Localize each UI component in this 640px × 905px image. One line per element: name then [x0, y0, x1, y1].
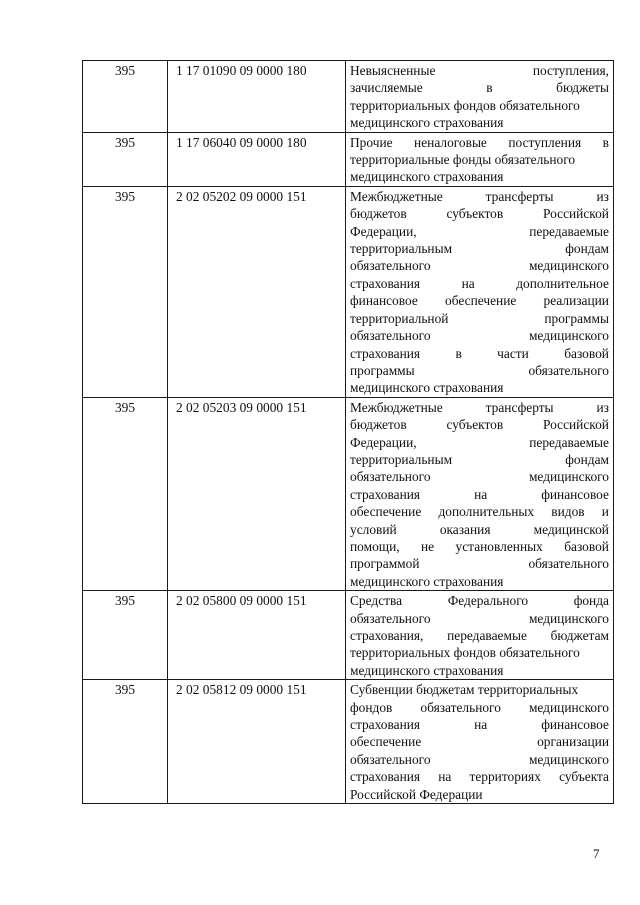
- name-line: [350, 786, 609, 803]
- name-line: [350, 416, 609, 433]
- name-word: передаваемые: [529, 223, 609, 239]
- name-word: из: [596, 188, 609, 204]
- budget-classification-code-cell: 2 02 05812 09 0000 151: [168, 680, 346, 804]
- name-line: [350, 699, 609, 716]
- name-word: программы: [544, 310, 609, 326]
- name-word: Российской: [542, 417, 609, 433]
- name-word: медицинского страхования: [350, 662, 504, 678]
- name-word: медицинского страхования: [350, 380, 504, 396]
- revenue-name-cell: [346, 61, 614, 133]
- name-line: [350, 468, 609, 485]
- name-word: передаваемые: [529, 434, 609, 450]
- name-line: [350, 555, 609, 572]
- name-word: территориальных фондов обязательного: [350, 645, 580, 661]
- name-line: [350, 662, 609, 679]
- name-word: бюджетов: [350, 417, 407, 433]
- name-word: Федерального: [447, 593, 529, 609]
- name-word: условий: [350, 521, 397, 537]
- name-word: медицинской: [533, 521, 609, 537]
- name-word: медицинского: [528, 258, 609, 274]
- admin-code-cell: 395: [83, 186, 168, 397]
- name-word: в: [455, 345, 462, 361]
- revenue-name-cell: [346, 132, 614, 186]
- name-word: медицинского: [528, 699, 609, 715]
- name-word: фондов: [350, 699, 393, 715]
- name-word: территориальным: [350, 241, 453, 257]
- name-line: [350, 79, 609, 96]
- name-line: [350, 134, 609, 151]
- name-line: [350, 379, 609, 396]
- name-word: медицинского: [528, 469, 609, 485]
- name-word: Межбюджетные: [350, 399, 443, 415]
- name-word: страхования: [350, 717, 421, 733]
- name-word: бюджетам: [550, 628, 609, 643]
- name-line: [350, 538, 609, 555]
- name-word: дополнительных: [438, 504, 535, 520]
- name-word: обеспечение: [350, 504, 422, 520]
- name-word: видов: [551, 504, 585, 520]
- name-line: [350, 205, 609, 222]
- name-word: программы: [350, 362, 415, 378]
- name-word: страхования: [350, 486, 421, 502]
- name-word: в: [486, 80, 493, 96]
- name-word: из: [596, 399, 609, 415]
- name-word: страхования: [350, 769, 421, 785]
- name-line: [350, 434, 609, 451]
- name-word: установленных: [455, 538, 543, 554]
- name-line: [350, 399, 609, 416]
- name-line: [350, 257, 609, 274]
- name-line: [350, 681, 609, 698]
- name-word: поступления: [508, 134, 582, 150]
- name-line: [350, 188, 609, 205]
- name-word: территориальным: [350, 451, 453, 467]
- admin-code-cell: 395: [83, 680, 168, 804]
- name-line: [350, 362, 609, 379]
- name-word: Средства: [350, 593, 403, 609]
- name-line: [350, 768, 609, 785]
- name-word: дополнительное: [516, 275, 609, 291]
- name-word: неналоговые: [414, 134, 487, 150]
- budget-codes-table: [82, 60, 614, 804]
- name-word: зачисляемые: [350, 80, 423, 96]
- name-word: субъектов: [446, 417, 504, 433]
- name-word: страхования: [350, 345, 421, 361]
- name-word: медицинского страхования: [350, 169, 504, 185]
- admin-code-cell: 395: [83, 132, 168, 186]
- name-word: бюджетов: [350, 206, 407, 222]
- name-line: [350, 223, 609, 240]
- name-line: [350, 503, 609, 520]
- name-word: территориальной: [350, 310, 449, 326]
- budget-classification-code-cell: 1 17 01090 09 0000 180: [168, 61, 346, 133]
- name-word: организации: [537, 734, 609, 750]
- name-word: территориальных фондов обязательного: [350, 97, 580, 113]
- table-row: [83, 591, 614, 680]
- name-word: на: [474, 486, 488, 502]
- name-line: [350, 97, 609, 114]
- name-line: [350, 733, 609, 750]
- name-line: [350, 240, 609, 257]
- name-word: трансферты: [485, 188, 554, 204]
- budget-classification-code-cell: 1 17 06040 09 0000 180: [168, 132, 346, 186]
- name-line: [350, 486, 609, 503]
- name-word: страхования: [350, 275, 421, 291]
- name-word: обязательного: [350, 258, 431, 274]
- name-line: [350, 751, 609, 768]
- table-row: [83, 397, 614, 590]
- name-word: обязательного: [528, 362, 609, 378]
- name-word: обеспечение: [445, 293, 517, 309]
- name-line: [350, 627, 609, 644]
- name-word: базовой: [564, 345, 609, 361]
- name-word: территориях: [469, 769, 541, 785]
- name-word: обязательного: [420, 699, 501, 715]
- name-line: [350, 275, 609, 292]
- revenue-name-cell: [346, 591, 614, 680]
- name-word: обязательного: [528, 556, 609, 572]
- table-row: [83, 680, 614, 804]
- name-word: обязательного: [350, 751, 431, 767]
- name-line: [350, 114, 609, 131]
- name-word: помощи,: [350, 538, 400, 554]
- name-word: Субвенции бюджетам территориальных: [350, 682, 579, 698]
- name-word: Федерации,: [350, 434, 417, 450]
- name-line: [350, 310, 609, 327]
- name-word: территориальные фонды обязательного: [350, 152, 576, 168]
- name-line: [350, 451, 609, 468]
- name-word: субъектов: [446, 206, 504, 222]
- name-word: финансовое: [541, 717, 609, 733]
- name-word: в: [602, 134, 609, 150]
- admin-code-cell: 395: [83, 397, 168, 590]
- name-line: [350, 168, 609, 185]
- name-word: и: [601, 504, 609, 520]
- name-word: бюджеты: [556, 80, 609, 96]
- name-line: [350, 573, 609, 590]
- name-word: Прочие: [350, 134, 393, 150]
- name-word: обеспечение: [350, 734, 422, 750]
- name-word: медицинского: [528, 328, 609, 344]
- name-word: обязательного: [350, 610, 431, 626]
- name-word: на: [461, 275, 475, 291]
- name-word: реализации: [543, 293, 609, 309]
- name-word: Российской Федерации: [350, 786, 483, 802]
- admin-code-cell: 395: [83, 591, 168, 680]
- name-word: медицинского страхования: [350, 573, 504, 589]
- table-body: [83, 61, 614, 804]
- name-line: [350, 345, 609, 362]
- name-word: фондам: [565, 241, 609, 257]
- name-word: трансферты: [485, 399, 554, 415]
- name-word: оказания: [439, 521, 491, 537]
- name-word: субъекта: [559, 769, 609, 785]
- name-line: [350, 644, 609, 661]
- name-line: [350, 151, 609, 168]
- name-word: не: [421, 538, 435, 554]
- name-word: поступления,: [532, 63, 609, 78]
- name-word: страхования,: [350, 628, 424, 643]
- budget-classification-code-cell: 2 02 05203 09 0000 151: [168, 397, 346, 590]
- name-word: финансовое: [541, 486, 609, 502]
- name-word: Невыясненные: [350, 63, 436, 78]
- name-word: базовой: [564, 538, 609, 554]
- name-word: Федерации,: [350, 223, 417, 239]
- page-number: 7: [593, 846, 600, 861]
- table-row: [83, 132, 614, 186]
- name-line: [350, 521, 609, 538]
- revenue-name-cell: [346, 186, 614, 397]
- name-word: передаваемые: [447, 628, 527, 643]
- name-word: фонда: [573, 593, 609, 609]
- admin-code-cell: 395: [83, 61, 168, 133]
- name-word: на: [474, 717, 488, 733]
- name-word: медицинского: [528, 610, 609, 626]
- name-word: финансовое: [350, 293, 418, 309]
- revenue-name-cell: [346, 680, 614, 804]
- name-word: медицинского: [528, 751, 609, 767]
- name-word: на: [438, 769, 452, 785]
- name-line: [350, 592, 609, 609]
- name-word: обязательного: [350, 328, 431, 344]
- name-word: программой: [350, 556, 420, 572]
- name-word: Российской: [542, 206, 609, 222]
- name-line: [350, 610, 609, 627]
- table-row: [83, 186, 614, 397]
- name-line: [350, 292, 609, 309]
- budget-classification-code-cell: 2 02 05800 09 0000 151: [168, 591, 346, 680]
- name-word: обязательного: [350, 469, 431, 485]
- name-word: Межбюджетные: [350, 188, 443, 204]
- name-line: [350, 716, 609, 733]
- revenue-name-cell: [346, 397, 614, 590]
- name-line: [350, 327, 609, 344]
- table-row: [83, 61, 614, 133]
- name-line: [350, 62, 609, 79]
- budget-classification-code-cell: 2 02 05202 09 0000 151: [168, 186, 346, 397]
- name-word: медицинского страхования: [350, 115, 504, 131]
- name-word: фондам: [565, 451, 609, 467]
- name-word: части: [497, 345, 529, 361]
